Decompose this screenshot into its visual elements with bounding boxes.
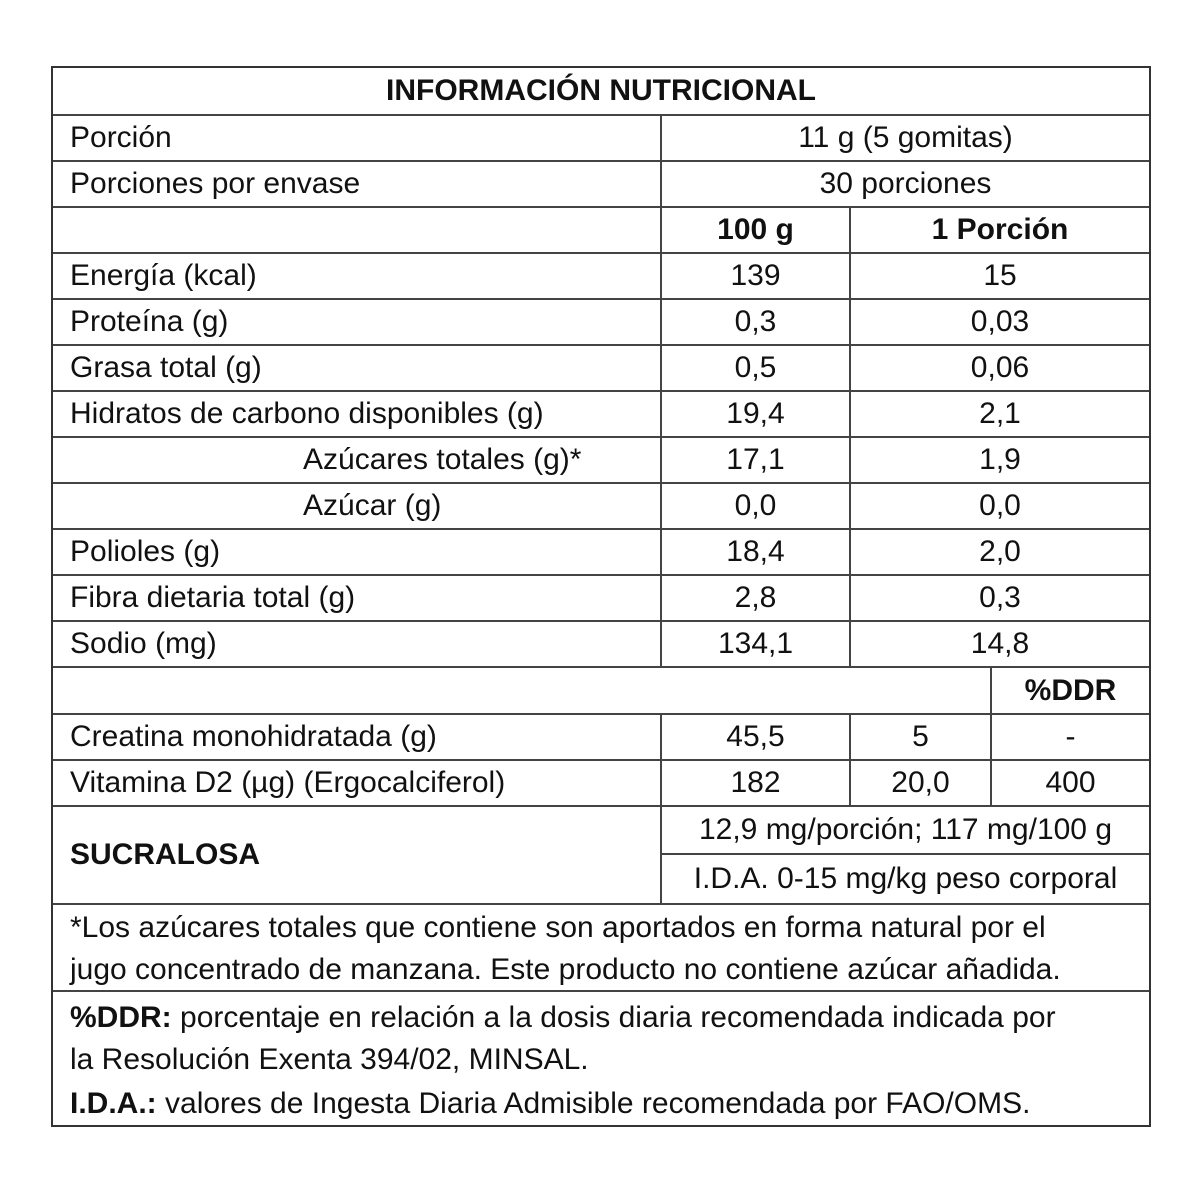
nutrient-name-indented: Azúcares totales (g)* <box>303 443 582 476</box>
sugars-footnote-line-1: *Los azúcares totales que contiene son aportados en forma natural por el <box>70 911 1046 944</box>
serving-label: Porción <box>70 121 172 154</box>
nutrient-per-serving: 0,3 <box>979 581 1021 614</box>
nutrient-per-serving: 0,06 <box>970 351 1030 384</box>
ida-definition-text: valores de Ingesta Diaria Admisible recomendada por FAO/OMS. <box>156 1087 1031 1120</box>
nutrient-per-100g: 2,8 <box>734 581 777 614</box>
ida-definition <box>70 1082 1030 1126</box>
nutrient-name: Energía (kcal) <box>70 259 257 292</box>
nutrient-per-100g: 0,5 <box>734 351 777 384</box>
column-header-100g: 100 g <box>717 213 794 246</box>
nutrient-name: Sodio (mg) <box>70 627 217 660</box>
nutrient-name: Creatina monohidratada (g) <box>70 720 437 753</box>
nutrient-ddr: 400 <box>1045 766 1096 799</box>
nutrient-per-100g: 134,1 <box>717 627 794 660</box>
nutrient-name: Hidratos de carbono disponibles (g) <box>70 397 544 430</box>
sugars-footnote-line-2: jugo concentrado de manzana. Este producto no contiene azúcar añadida. <box>70 953 1061 986</box>
nutrient-name: Vitamina D2 (µg) (Ergocalciferol) <box>70 766 506 799</box>
sweetener-amount: 12,9 mg/porción; 117 mg/100 g <box>698 813 1113 846</box>
ddr-definition-text: porcentaje en relación a la dosis diaria recomendada indicada por <box>171 1001 1056 1034</box>
ddr-definition <box>70 996 1056 1040</box>
ddr-definition-line-2: la Resolución Exenta 394/02, MINSAL. <box>70 1043 589 1076</box>
servings-per-container-value: 30 porciones <box>819 167 992 200</box>
nutrient-name: Fibra dietaria total (g) <box>70 581 356 614</box>
nutrient-per-100g: 182 <box>730 766 781 799</box>
nutrient-per-serving: 0,03 <box>970 305 1030 338</box>
column-header-ddr: %DDR <box>1024 674 1117 707</box>
nutrient-per-100g: 45,5 <box>726 720 785 753</box>
table-title: INFORMACIÓN NUTRICIONAL <box>386 74 816 107</box>
nutrient-name-indented: Azúcar (g) <box>303 489 442 522</box>
nutrient-per-100g: 19,4 <box>726 397 785 430</box>
nutrient-per-serving: 14,8 <box>970 627 1030 660</box>
nutrient-per-serving: 2,0 <box>979 535 1021 568</box>
nutrition-facts-table <box>51 66 1151 1127</box>
nutrient-per-100g: 0,0 <box>734 489 777 522</box>
nutrient-per-serving: 0,0 <box>979 489 1021 522</box>
nutrient-per-serving: 20,0 <box>891 766 950 799</box>
servings-per-container-label: Porciones por envase <box>70 167 361 200</box>
nutrient-per-serving: 15 <box>983 259 1017 292</box>
nutrient-per-serving: 2,1 <box>979 397 1021 430</box>
serving-value: 11 g (5 gomitas) <box>798 121 1013 154</box>
nutrient-per-100g: 0,3 <box>734 305 777 338</box>
nutrient-per-100g: 18,4 <box>726 535 785 568</box>
nutrient-per-100g: 139 <box>730 259 781 292</box>
ida-term: I.D.A.: <box>70 1087 157 1120</box>
column-header-serving: 1 Porción <box>931 213 1069 246</box>
ddr-term: %DDR: <box>70 1001 172 1034</box>
sweetener-name: SUCRALOSA <box>70 838 261 871</box>
sweetener-ida: I.D.A. 0-15 mg/kg peso corporal <box>693 862 1118 895</box>
nutrient-per-serving: 1,9 <box>979 443 1021 476</box>
nutrient-name: Proteína (g) <box>70 305 229 338</box>
nutrient-ddr: - <box>1065 720 1076 753</box>
nutrient-per-serving: 5 <box>912 720 929 753</box>
nutrient-per-100g: 17,1 <box>726 443 785 476</box>
nutrient-name: Grasa total (g) <box>70 351 262 384</box>
nutrient-name: Polioles (g) <box>70 535 221 568</box>
